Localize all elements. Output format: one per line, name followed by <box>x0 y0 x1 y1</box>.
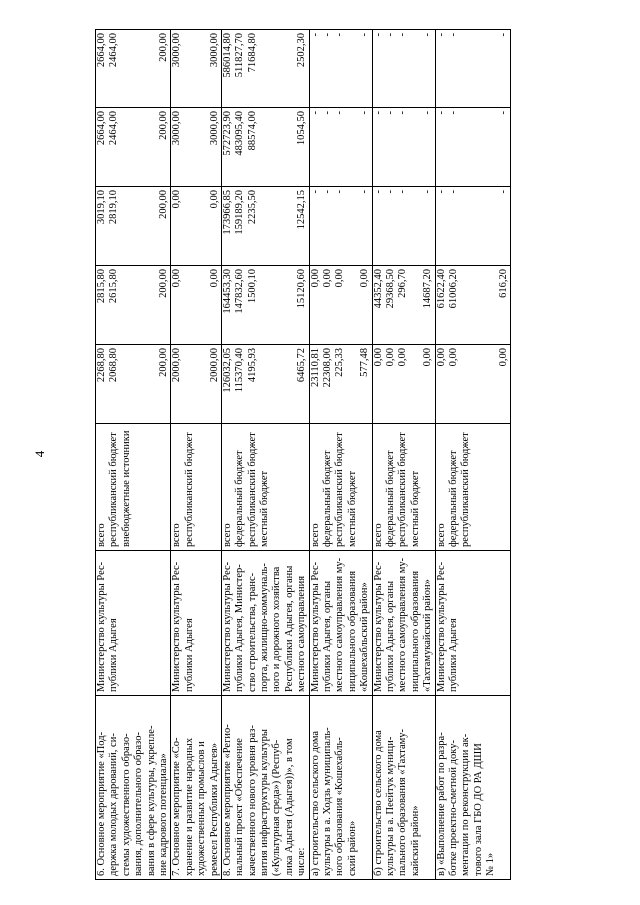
table-row <box>309 30 372 880</box>
source-line: федеральный бюджет <box>384 450 396 547</box>
table-row <box>96 30 171 880</box>
value: 61006,20 <box>447 269 459 309</box>
value: 1054,50 <box>296 111 308 146</box>
blank-line <box>259 33 271 104</box>
executor-line: ство строительства, транс- <box>246 572 258 692</box>
value: 15120,60 <box>296 269 308 309</box>
value: 2664,00 <box>96 33 107 68</box>
value: 0,00 <box>171 269 183 288</box>
value: 44352,40 <box>372 269 384 309</box>
blank-line <box>473 33 485 104</box>
blank-line <box>284 269 296 341</box>
value-cell <box>96 345 171 424</box>
value: - <box>447 111 459 115</box>
measure-line: нальный проект «Обеспечение <box>234 738 246 876</box>
value-cell <box>372 108 435 187</box>
executor-line: Министерство культуры Рес- <box>309 561 321 692</box>
executor-line: публики Адыгея, Министер- <box>234 564 246 692</box>
blank-line <box>259 269 271 341</box>
value: 2464,00 <box>108 33 120 68</box>
value: 0,00 <box>422 348 434 367</box>
value: - <box>322 190 334 194</box>
blank-line <box>146 111 158 183</box>
value: 0,00 <box>384 348 396 367</box>
value: - <box>435 33 447 37</box>
value: - <box>309 190 321 194</box>
blank-line <box>121 348 133 420</box>
blank-line <box>271 33 283 104</box>
value: - <box>422 190 434 194</box>
value-cell <box>435 187 510 266</box>
executor-line: Министерство культуры Рес- <box>96 561 107 692</box>
value-cell <box>221 345 309 424</box>
blank-line <box>196 111 208 183</box>
value: - <box>359 190 371 194</box>
value-cell <box>221 266 309 345</box>
executor-line: Министерство культуры Рес- <box>171 561 183 692</box>
value: 23110,81 <box>309 348 321 387</box>
blank-line <box>146 190 158 262</box>
value-cell <box>372 30 435 108</box>
value: - <box>447 190 459 194</box>
value: 0,00 <box>447 348 459 367</box>
executor-line: местного самоуправления <box>296 575 308 692</box>
value: 3000,00 <box>208 111 220 146</box>
measure-line: в) «Выполнение работ по разра- <box>435 732 447 876</box>
value: - <box>309 111 321 115</box>
blank-line <box>284 111 296 183</box>
value-cell <box>372 187 435 266</box>
blank-line <box>473 348 485 420</box>
value: - <box>334 111 346 115</box>
blank-line <box>485 348 497 420</box>
blank-line <box>347 111 359 183</box>
measure-line: а) строительство сельского дома <box>309 730 321 876</box>
blank-line <box>146 33 158 104</box>
blank-line <box>121 33 133 104</box>
value: - <box>397 111 409 115</box>
blank-line <box>121 269 133 341</box>
value: 71684,80 <box>246 33 258 73</box>
executor-cell <box>435 551 510 696</box>
blank-line <box>460 33 472 104</box>
blank-line <box>146 269 158 341</box>
value: 2815,80 <box>96 269 107 304</box>
blank-line <box>146 348 158 420</box>
measure-line: 7. Основное мероприятие «Со- <box>171 737 183 876</box>
value: 0,00 <box>372 348 384 367</box>
measure-line: стемы художественного образо- <box>120 733 132 876</box>
value-cell <box>309 30 372 108</box>
executor-line: ниципального образования <box>409 570 421 692</box>
blank-line <box>460 190 472 262</box>
value: - <box>397 33 409 37</box>
value-cell <box>171 345 222 424</box>
blank-line <box>196 348 208 420</box>
source-line: федеральный бюджет <box>234 450 246 547</box>
executor-line: Министерство культуры Рес- <box>221 561 233 692</box>
source-line: федеральный бюджет <box>322 450 334 547</box>
value: 164453,30 <box>221 269 233 314</box>
value: - <box>447 33 459 37</box>
value: - <box>384 33 396 37</box>
table-row <box>171 30 222 880</box>
value: 0,00 <box>208 269 220 288</box>
value: 126032,05 <box>221 348 233 393</box>
executor-line: публики Адыгея, органы <box>384 580 396 692</box>
value: 3019,10 <box>96 190 107 225</box>
measure-line: вания, дополнительного образо- <box>133 731 145 876</box>
value: 0,00 <box>397 348 409 367</box>
value: 147832,60 <box>234 269 246 314</box>
value: 0,00 <box>171 190 183 209</box>
value: - <box>359 33 371 37</box>
rotated-page-content <box>95 30 535 880</box>
value: 200,00 <box>157 348 169 377</box>
executor-cell <box>221 551 309 696</box>
value: 6465,72 <box>296 348 308 383</box>
value: 200,00 <box>157 111 169 140</box>
blank-line <box>271 190 283 262</box>
value: 2615,80 <box>108 269 120 304</box>
value-cell <box>221 108 309 187</box>
measure-line: б) строительство сельского дома <box>372 730 384 876</box>
value: 0,00 <box>309 269 321 288</box>
table-row <box>435 30 510 880</box>
measure-line: культуры в а. Ходзь муниципаль- <box>322 727 334 876</box>
measure-line: пального образования «Тахтаму- <box>397 728 409 876</box>
measure-cell <box>435 696 510 880</box>
blank-line <box>133 269 145 341</box>
value: - <box>422 33 434 37</box>
blank-line <box>347 33 359 104</box>
blank-line <box>410 190 422 262</box>
value-cell <box>435 30 510 108</box>
value: 616,20 <box>497 269 509 298</box>
value: - <box>372 111 384 115</box>
blank-line <box>271 348 283 420</box>
source-line: всего <box>96 523 107 547</box>
value: 61622,40 <box>435 269 447 309</box>
value: 225,33 <box>334 348 346 377</box>
source-line: республиканский бюджет <box>108 432 120 547</box>
blank-line <box>410 33 422 104</box>
blank-line <box>410 348 422 420</box>
blank-line <box>271 269 283 341</box>
executor-line: порта, жилищно-коммуналь- <box>259 563 271 692</box>
executor-line: «Тахтамукайский район» <box>422 579 434 692</box>
value: 115370,40 <box>234 348 246 393</box>
value: - <box>435 190 447 194</box>
source-line: республиканский бюджет <box>397 432 409 547</box>
measure-line: ботке проектно-сметной доку- <box>447 740 459 876</box>
executor-line: ного и дорожного хозяйства <box>271 566 283 692</box>
value: - <box>322 33 334 37</box>
value-cell <box>96 187 171 266</box>
source-cell <box>372 424 435 551</box>
value-cell <box>435 345 510 424</box>
measure-line: качественного нового уровня раз- <box>246 725 258 876</box>
value-cell <box>435 108 510 187</box>
blank-line <box>133 190 145 262</box>
value: - <box>322 111 334 115</box>
source-cell <box>221 424 309 551</box>
value-cell <box>435 266 510 345</box>
value-cell <box>96 30 171 108</box>
value: - <box>372 190 384 194</box>
value: 88574,00 <box>246 111 258 151</box>
value: 0,00 <box>359 269 371 288</box>
value: 173966,85 <box>221 190 233 235</box>
value-cell <box>171 108 222 187</box>
blank-line <box>184 190 196 262</box>
source-line: внебюджетные источники <box>120 430 132 547</box>
measure-cell <box>171 696 222 880</box>
value: 159189,20 <box>234 190 246 235</box>
value: - <box>397 190 409 194</box>
measure-cell <box>309 696 372 880</box>
executor-line: «Кошехабльский район» <box>359 582 371 692</box>
source-cell <box>435 424 510 551</box>
executor-line: Республики Адыгея, органы <box>283 565 295 692</box>
blank-line <box>259 190 271 262</box>
blank-line <box>473 190 485 262</box>
value-cell <box>309 108 372 187</box>
value-cell <box>372 345 435 424</box>
value: 2664,00 <box>96 111 107 146</box>
table-row <box>221 30 309 880</box>
measure-line: № 1» <box>485 852 497 876</box>
value: 200,00 <box>157 190 169 219</box>
value: 2000,00 <box>208 348 220 383</box>
value: 200,00 <box>157 33 169 62</box>
measure-line: ментации по реконструкции ак- <box>460 733 472 876</box>
measure-line: числе: <box>296 847 308 876</box>
value: 3000,00 <box>171 111 183 146</box>
measure-line: тового зала ГБО ДО РА ДШИ <box>472 743 484 876</box>
value: 12542,15 <box>296 190 308 230</box>
blank-line <box>410 111 422 183</box>
executor-line: публики Адыгея <box>108 618 120 692</box>
value: 2000,00 <box>171 348 183 383</box>
blank-line <box>196 269 208 341</box>
blank-line <box>121 190 133 262</box>
value-cell <box>171 266 222 345</box>
source-line: всего <box>372 523 384 547</box>
measure-cell <box>221 696 309 880</box>
value: 296,70 <box>397 269 409 298</box>
value: 2464,00 <box>108 111 120 146</box>
value: 29368,50 <box>384 269 396 309</box>
blank-line <box>485 190 497 262</box>
executor-cell <box>171 551 222 696</box>
source-line: республиканский бюджет <box>183 432 195 547</box>
value: - <box>435 111 447 115</box>
measure-cell <box>96 696 171 880</box>
measure-line: ремесел Республики Адыгея» <box>208 743 220 876</box>
source-line: всего <box>171 523 183 547</box>
executor-cell <box>372 551 435 696</box>
measure-cell <box>372 696 435 880</box>
blank-line <box>284 190 296 262</box>
value: - <box>372 33 384 37</box>
source-line: местный бюджет <box>259 470 271 547</box>
blank-line <box>184 33 196 104</box>
source-line: федеральный бюджет <box>447 450 459 547</box>
measure-line: вания в сфере культуры, укрепле- <box>145 725 157 876</box>
measure-line: 6. Основное мероприятие «Под- <box>96 731 107 876</box>
executor-line: Министерство культуры Рес- <box>435 561 447 692</box>
blank-line <box>133 33 145 104</box>
source-line: республиканский бюджет <box>246 432 258 547</box>
value-cell <box>221 30 309 108</box>
measure-line: ного образования «Кошехабль- <box>334 737 346 876</box>
source-line: местный бюджет <box>346 470 358 547</box>
blank-line <box>259 348 271 420</box>
value: 2502,30 <box>296 33 308 68</box>
value: - <box>497 33 509 37</box>
blank-line <box>271 111 283 183</box>
blank-line <box>184 269 196 341</box>
blank-line <box>284 348 296 420</box>
blank-line <box>133 111 145 183</box>
value: 511827,70 <box>234 33 246 78</box>
blank-line <box>184 348 196 420</box>
value-cell <box>372 266 435 345</box>
blank-line <box>284 33 296 104</box>
blank-line <box>460 111 472 183</box>
measure-line: держка молодых дарований, си- <box>108 733 120 876</box>
measure-line: кайский район» <box>409 805 421 876</box>
measure-line: хранение и развитие народных <box>183 737 195 876</box>
value: 572723,90 <box>221 111 233 156</box>
measure-line: («Культурная среда») (Респуб- <box>271 739 283 876</box>
executor-line: Министерство культуры Рес- <box>372 561 384 692</box>
blank-line <box>410 269 422 341</box>
measure-line: ский район» <box>346 820 358 876</box>
page-number: 4 <box>32 450 47 458</box>
source-line: всего <box>309 523 321 547</box>
executor-line: публики Адыгея, органы <box>322 580 334 692</box>
blank-line <box>133 348 145 420</box>
blank-line <box>196 33 208 104</box>
value: 2268,80 <box>96 348 107 383</box>
source-cell <box>96 424 171 551</box>
measure-line: вития инфраструктуры культуры <box>259 729 271 876</box>
value: - <box>309 33 321 37</box>
value: 4195,93 <box>246 348 258 383</box>
blank-line <box>121 111 133 183</box>
value: 0,00 <box>435 348 447 367</box>
value: 3000,00 <box>171 33 183 68</box>
blank-line <box>460 269 472 341</box>
value: - <box>334 33 346 37</box>
blank-line <box>259 111 271 183</box>
measure-line: культуры в а. Пеейтук муници- <box>384 736 396 876</box>
blank-line <box>347 190 359 262</box>
value-cell <box>96 266 171 345</box>
measure-line: 8. Основное мероприятие «Регио- <box>221 724 233 876</box>
executor-line: ниципального образования <box>346 570 358 692</box>
blank-line <box>347 269 359 341</box>
blank-line <box>485 111 497 183</box>
value: 577,48 <box>359 348 371 377</box>
value: 586014,80 <box>221 33 233 78</box>
table-row <box>372 30 435 880</box>
blank-line <box>473 111 485 183</box>
source-line: всего <box>435 523 447 547</box>
value: - <box>384 190 396 194</box>
measure-line: художественных промыслов и <box>196 741 208 876</box>
value: 0,00 <box>208 190 220 209</box>
blank-line <box>460 348 472 420</box>
value: 2819,10 <box>108 190 120 225</box>
value: - <box>497 111 509 115</box>
executor-line: публики Адыгея <box>183 618 195 692</box>
value: - <box>422 111 434 115</box>
value-cell <box>221 187 309 266</box>
source-line: республиканский бюджет <box>334 432 346 547</box>
executor-line: местного самоуправления му- <box>334 557 346 692</box>
value: - <box>497 190 509 194</box>
value: 1500,10 <box>246 269 258 304</box>
value: 0,00 <box>334 269 346 288</box>
source-line: всего <box>221 523 233 547</box>
blank-line <box>485 33 497 104</box>
source-cell <box>309 424 372 551</box>
measure-line: ние кадрового потенциала» <box>157 753 169 876</box>
value: 14687,20 <box>422 269 434 309</box>
value: 483095,40 <box>234 111 246 156</box>
value: 0,00 <box>497 348 509 367</box>
executor-line: публики Адыгея <box>447 618 459 692</box>
value: - <box>384 111 396 115</box>
budget-table <box>95 29 511 880</box>
executor-cell <box>309 551 372 696</box>
table-body <box>96 30 511 880</box>
blank-line <box>485 269 497 341</box>
value-cell <box>96 108 171 187</box>
value-cell <box>309 187 372 266</box>
value: 3000,00 <box>208 33 220 68</box>
source-line: республиканский бюджет <box>460 432 472 547</box>
value: - <box>359 111 371 115</box>
value: 200,00 <box>157 269 169 298</box>
value: 22308,00 <box>322 348 334 388</box>
value: 2068,80 <box>108 348 120 383</box>
value-cell <box>309 345 372 424</box>
value: 0,00 <box>322 269 334 288</box>
measure-line: лика Адыгея (Адыгея))», в том <box>283 738 295 876</box>
value-cell <box>171 187 222 266</box>
blank-line <box>184 111 196 183</box>
value-cell <box>309 266 372 345</box>
value: 2235,50 <box>246 190 258 225</box>
value-cell <box>171 30 222 108</box>
blank-line <box>347 348 359 420</box>
value: - <box>334 190 346 194</box>
blank-line <box>473 269 485 341</box>
blank-line <box>196 190 208 262</box>
executor-line: местного самоуправления му- <box>397 557 409 692</box>
executor-cell <box>96 551 171 696</box>
source-cell <box>171 424 222 551</box>
source-line: местный бюджет <box>409 470 421 547</box>
